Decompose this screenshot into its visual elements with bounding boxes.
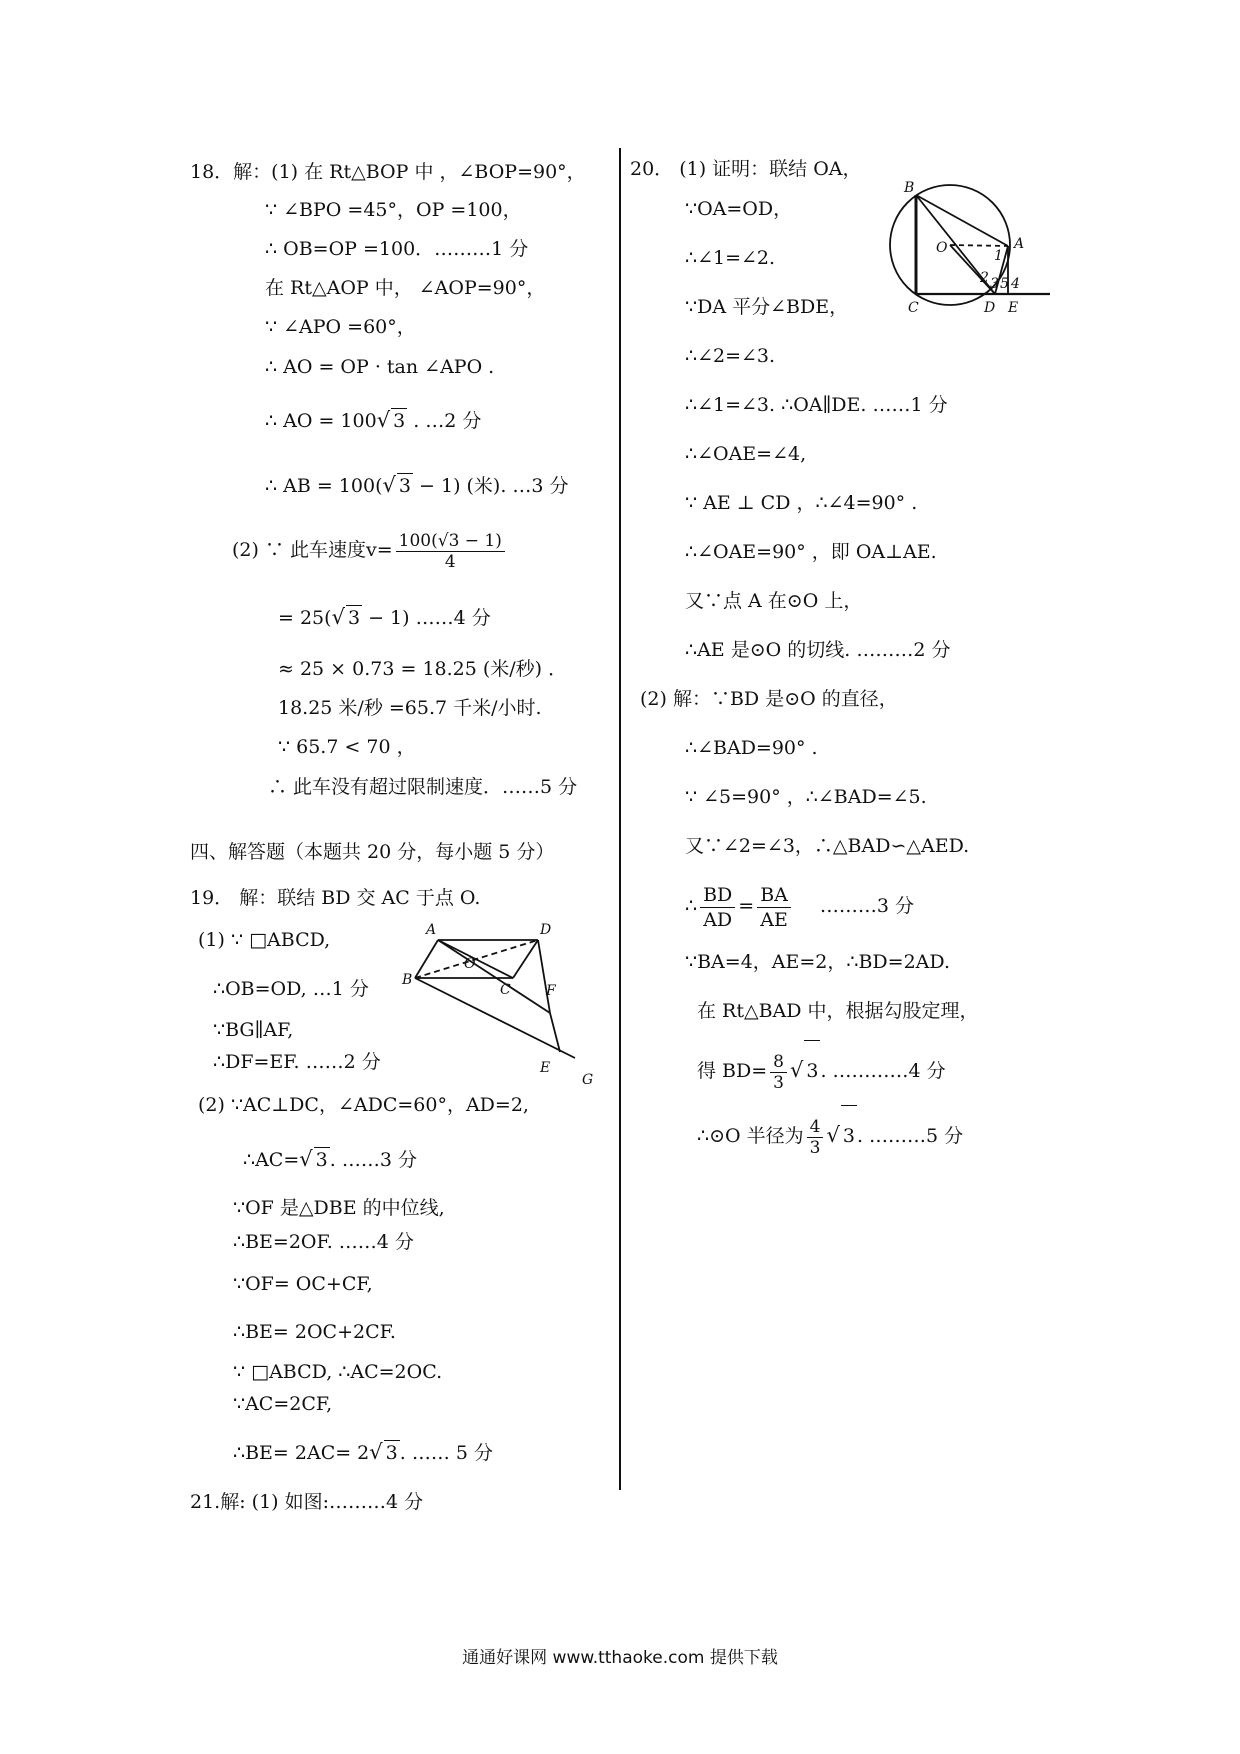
q19-line-2: (1) ∵ □ABCD, xyxy=(198,929,331,951)
q18-line-8-pre: ∴ AB = 100( xyxy=(265,475,383,497)
q18-line-7-pre: ∴ AO = 100 xyxy=(265,410,377,432)
q18-line-14: ∴ 此车没有超过限制速度．……5 分 xyxy=(268,776,578,798)
q18-line-4: 在 Rt△AOP 中， ∠AOP=90°， xyxy=(265,277,546,299)
q21-line-1: 21.解: (1) 如图:………4 分 xyxy=(190,1491,424,1513)
sqrt-icon: √ xyxy=(382,473,396,497)
section-4-heading: 四、解答题（本题共 20 分，每小题 5 分） xyxy=(190,841,555,863)
q20-line-12: (2) 解：∵BD 是⊙O 的直径， xyxy=(640,688,898,710)
q18-line-8-post: − 1) (米). …3 分 xyxy=(412,475,569,497)
q19-line-10: ∵OF= OC+CF, xyxy=(233,1273,373,1295)
q19-line-1: 19． 解：联结 BD 交 AC 于点 O. xyxy=(190,887,481,909)
q18-line-10-radicand: 3 xyxy=(347,607,361,629)
q20-line-13: ∴∠BAD=90° . xyxy=(685,737,818,759)
q19-line-11: ∴BE= 2OC+2CF. xyxy=(233,1321,396,1343)
speed-fraction-denominator: 4 xyxy=(444,551,456,572)
q20-line-18: 在 Rt△BAD 中，根据勾股定理， xyxy=(697,1000,979,1022)
q20-line-4: ∵DA 平分∠BDE， xyxy=(685,296,849,318)
q18-line-9 xyxy=(232,525,508,575)
q18-line-2: ∵ ∠BPO =45°，OP =100， xyxy=(265,199,522,221)
bd-fraction-denominator: 3 xyxy=(773,1072,784,1093)
fig20-label-d: D xyxy=(984,300,996,316)
sqrt-icon: √ xyxy=(369,1440,383,1464)
q19-line-13: ∵AC=2CF, xyxy=(233,1393,333,1415)
fig20-label-o: O xyxy=(936,240,948,256)
q20-line-20 xyxy=(697,1105,963,1166)
radius-fraction-denominator: 3 xyxy=(809,1137,821,1158)
q20-line-16-pre: ∴ xyxy=(685,895,698,917)
q18-line-7-post: . …2 分 xyxy=(407,410,482,432)
fig20-label-b: B xyxy=(904,180,915,196)
q19-line-3: ∴OB=OD, …1 分 xyxy=(213,978,369,1000)
ratio-1-denominator: AD xyxy=(703,908,733,931)
speed-fraction-numerator: 100(√3 − 1) xyxy=(396,531,505,552)
q18-line-7 xyxy=(265,408,481,433)
sqrt-icon: √ xyxy=(789,1058,804,1082)
fig20-label-e: E xyxy=(1008,300,1019,316)
q18-line-10-pre: = 25( xyxy=(278,607,332,629)
q19-line-14-radicand: 3 xyxy=(385,1442,398,1464)
q20-line-1: 20． (1) 证明：联结 OA， xyxy=(630,158,862,180)
q19-line-5: ∴DF=EF. ……2 分 xyxy=(213,1051,381,1073)
sqrt-icon: √ xyxy=(331,605,345,629)
q18-line-3: ∴ OB=OP =100．………1 分 xyxy=(265,238,529,260)
q20-line-17: ∵BA=4，AE=2，∴BD=2AD. xyxy=(685,951,950,973)
q19-line-7 xyxy=(243,1147,417,1172)
fig19-label-e: E xyxy=(540,1060,551,1076)
q19-line-14-post: . …… 5 分 xyxy=(399,1442,494,1464)
q20-line-15: 又∵∠2=∠3，∴△BAD∽△AED. xyxy=(685,835,970,857)
q18-line-1: 18．解：(1) 在 Rt△BOP 中 ，∠BOP=90°， xyxy=(190,161,586,183)
fig19-label-a: A xyxy=(426,922,437,938)
q20-line-16-post: ………3 分 xyxy=(819,895,915,917)
q20-line-7: ∴∠OAE=∠4, xyxy=(685,443,807,465)
bd-fraction xyxy=(770,1052,787,1093)
q19-line-14-pre: ∴BE= 2AC= 2 xyxy=(233,1442,370,1464)
q18-line-11: ≈ 25 × 0.73 = 18.25 (米/秒) ． xyxy=(278,658,568,680)
figure-20-circle xyxy=(880,180,1060,320)
fig20-label-2: 2 xyxy=(980,270,989,286)
ratio-fraction-1 xyxy=(700,883,735,932)
q20-line-20-pre: ∴⊙O 半径为 xyxy=(697,1125,804,1147)
q20-line-5: ∴∠2=∠3. xyxy=(685,345,776,367)
fig19-label-o: O xyxy=(464,956,476,972)
ratio-1-numerator: BD xyxy=(700,883,735,908)
radius-fraction xyxy=(807,1117,824,1158)
sqrt-icon: √ xyxy=(299,1147,313,1171)
q20-line-19-pre: 得 BD= xyxy=(697,1060,768,1082)
q20-line-9: ∴∠OAE=90° ，即 OA⊥AE. xyxy=(685,541,937,563)
q20-line-20-radicand: 3 xyxy=(841,1105,857,1166)
page-footer: 通通好课网 www.tthaoke.com 提供下载 xyxy=(462,1648,778,1668)
radius-fraction-numerator: 4 xyxy=(807,1117,824,1138)
fig19-label-c: C xyxy=(500,982,511,998)
ratio-equals: = xyxy=(738,895,755,917)
q18-line-7-radicand: 3 xyxy=(393,410,406,432)
sqrt-icon: √ xyxy=(376,408,391,432)
fig20-label-c: C xyxy=(908,300,919,316)
q20-line-8: ∵ AE ⊥ CD ，∴∠4=90° . xyxy=(685,492,918,514)
q18-line-8-radicand: 3 xyxy=(398,475,411,497)
q19-line-8: ∵OF 是△DBE 的中位线, xyxy=(233,1197,445,1219)
q18-line-8 xyxy=(265,473,569,498)
fig19-label-d: D xyxy=(540,922,552,938)
q18-line-5: ∵ ∠APO =60°， xyxy=(265,316,416,338)
q18-line-13: ∵ 65.7 < 70 ， xyxy=(278,736,416,758)
q18-line-10 xyxy=(278,605,491,630)
fig19-label-f: F xyxy=(546,983,556,999)
fig20-label-4: 4 xyxy=(1011,276,1020,292)
q20-line-3: ∴∠1=∠2. xyxy=(685,247,776,269)
q20-line-14: ∵ ∠5=90° ，∴∠BAD=∠5. xyxy=(685,786,927,808)
q19-line-9: ∴BE=2OF. ……4 分 xyxy=(233,1231,414,1253)
ratio-2-denominator: AE xyxy=(760,908,788,931)
q19-line-7-pre: ∴AC= xyxy=(243,1149,300,1171)
q20-line-20-post: . ………5 分 xyxy=(856,1125,964,1147)
q20-line-16 xyxy=(685,876,914,936)
speed-fraction xyxy=(396,531,505,572)
fig19-label-b: B xyxy=(402,972,413,988)
q20-line-19 xyxy=(697,1040,946,1101)
q19-line-14 xyxy=(233,1440,493,1465)
fig19-label-g: G xyxy=(582,1072,594,1088)
q20-line-10: 又∵点 A 在⊙O 上， xyxy=(685,590,863,612)
q20-line-19-radicand: 3 xyxy=(804,1040,820,1101)
sqrt-icon: √ xyxy=(826,1123,840,1147)
fig20-label-1: 1 xyxy=(994,248,1003,264)
fig20-label-3: 3 xyxy=(990,276,999,292)
q20-line-2: ∵OA=OD， xyxy=(685,198,793,220)
q18-line-12: 18.25 米/秒 =65.7 千米/小时. xyxy=(278,697,542,719)
q19-line-4: ∵BG∥AF, xyxy=(213,1019,294,1041)
ratio-2-numerator: BA xyxy=(757,883,791,908)
q18-line-10-post: − 1) ……4 分 xyxy=(362,607,491,629)
column-divider xyxy=(619,148,621,1490)
ratio-fraction-2 xyxy=(757,883,791,932)
fig20-label-5: 5 xyxy=(1000,276,1009,292)
figure-19-parallelogram xyxy=(400,918,610,1098)
q20-line-6: ∴∠1=∠3. ∴OA∥DE. ……1 分 xyxy=(685,394,948,416)
bd-fraction-numerator: 8 xyxy=(770,1052,787,1073)
q18-line-9-pre: (2) ∵ 此车速度v= xyxy=(232,539,393,561)
q20-line-11: ∴AE 是⊙O 的切线. ………2 分 xyxy=(685,639,951,661)
q19-line-12: ∵ □ABCD, ∴AC=2OC. xyxy=(233,1361,443,1383)
q19-line-7-post: . ……3 分 xyxy=(329,1149,417,1171)
q19-line-7-radicand: 3 xyxy=(315,1149,328,1171)
q18-line-6: ∴ AO = OP · tan ∠APO . xyxy=(265,356,495,378)
q19-line-6: (2) ∵AC⊥DC，∠ADC=60°，AD=2, xyxy=(198,1094,529,1116)
q20-line-19-post: . …………4 分 xyxy=(820,1060,946,1082)
fig20-label-a: A xyxy=(1014,236,1025,252)
